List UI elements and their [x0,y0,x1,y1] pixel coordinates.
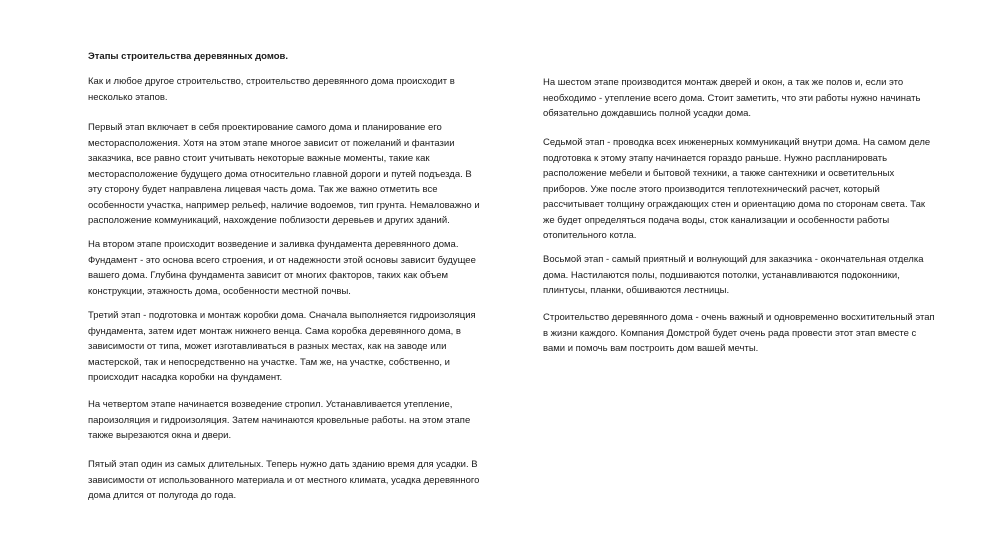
text-line: расположение мебели и бытовой техники, а также сантехники и осветительных [543,168,895,179]
text-line: Седьмой этап - проводка всех инженерных коммуникаций внутри дома. На самом деле [543,137,931,148]
text-line: в жизни каждого. Компания Домстрой будет очень рада провести этот этап вместе с [543,327,917,339]
text-line: Третий этап - подготовка и монтаж коробки дома. Сначала выполняется гидроизоляция [88,310,476,321]
text-line: приборов. Уже после этого производится теплотехнический расчет, который [543,183,880,195]
text-line: же будет определяться подача воды, сток канализации и особенности работы [543,214,890,226]
text-line: обязательно дождавшись полной усадки дома. [543,108,752,119]
text-line: также вырезаются окна и двери. [88,430,232,441]
text-line: дома длится от полугода до года. [88,490,237,501]
paragraph-conclusion [543,310,963,357]
paragraph-stage-8 [543,252,963,299]
text-line: отопительного котла. [543,230,637,241]
text-line: происходит насадка коробки на фундамент. [88,372,283,383]
text-line: месторасположения. Хотя на этом этапе многое зависит от пожеланий и фантазии [88,137,455,149]
text-line: Как и любое другое строительство, строительство деревянного дома происходит в [88,76,455,87]
paragraph-stage-6 [543,75,963,122]
text-line: расположение коммуникаций, нахождение поблизости деревьев и других зданий. [88,215,450,226]
paragraph-stage-7 [543,135,963,244]
text-line: Строительство деревянного дома - очень важный и одновременно восхитительный этап [543,312,935,323]
text-line: На четвертом этапе начинается возведение стропил. Устанавливается утепление, [88,399,453,410]
text-line: конструкции, этажность дома, особенности местной почвы. [88,285,351,297]
text-line: Фундамент - это основа всего строения, и от надежности этой основы зависит будущее [88,254,476,266]
paragraph-stage-4 [88,397,508,444]
paragraph-stage-1 [88,120,508,229]
paragraph-stage-3 [88,308,508,386]
text-line: вашего дома. Глубина фундамента зависит от многих факторов, таких как объем [88,270,449,281]
text-line: фундамента, затем идет монтаж нижнего венца. Сама коробка деревянного дома, в [88,325,461,337]
text-line: несколько этапов. [88,91,168,103]
text-line: пароизоляция и гидроизоляция. Затем начинаются кровельные работы. на этом этапе [88,414,471,426]
text-line: эту сторону будет направлена лицевая часть дома. Так же важно отметить все [88,184,438,195]
text-line: месторасположение будущего дома относительно главной дороги и путей подъезда. В [88,168,472,180]
text-line: особенности участка, например рельеф, наличие водоемов, тип грунта. Немаловажно и [88,199,480,211]
text-line: подготовка к этому этапу начинается гораздо раньше. Нужно распланировать [543,152,888,164]
text-line: необходимо - утепление всего дома. Стоит заметить, что эти работы нужно начинать [543,92,921,104]
text-line: зависимости от типа, может изготавливаться в разных местах, как на заводе или [88,341,447,352]
document-title: Этапы строительства деревянных домов. [88,51,289,62]
text-line: На втором этапе происходит возведение и заливка фундамента деревянного дома. [88,239,459,250]
text-line: На шестом этапе производится монтаж дверей и окон, а так же полов и, если это [543,77,904,88]
text-line: Пятый этап один из самых длительных. Теперь нужно дать зданию время для усадки. В [88,459,478,470]
text-line: рассчитывает толщину ограждающих стен и ориентацию дома по сторонам света. Так [543,199,926,210]
text-line: заказчика, все равно стоит учитывать некоторые важные моменты, такие как [88,153,430,164]
text-line: Восьмой этап - самый приятный и волнующий для заказчика - окончательная отделка [543,254,924,265]
text-line: мастерской, так и непосредственно на участке. Там же, на участке, собственно, и [88,356,450,368]
paragraph-stage-2 [88,237,508,299]
paragraph-stage-5 [88,457,508,504]
text-line: плинтусы, планки, обшиваются лестницы. [543,285,730,296]
text-line: дома. Настилаются полы, подшиваются потолки, устанавливаются подоконники, [543,269,900,281]
text-line: вами и помочь вам построить дом вашей мечты. [543,343,759,354]
text-line: Первый этап включает в себя проектирование самого дома и планирование его [88,122,442,133]
text-line: зависимости от использованного материала и от местного климата, усадка деревянного [88,474,480,486]
paragraph-intro [88,74,508,105]
